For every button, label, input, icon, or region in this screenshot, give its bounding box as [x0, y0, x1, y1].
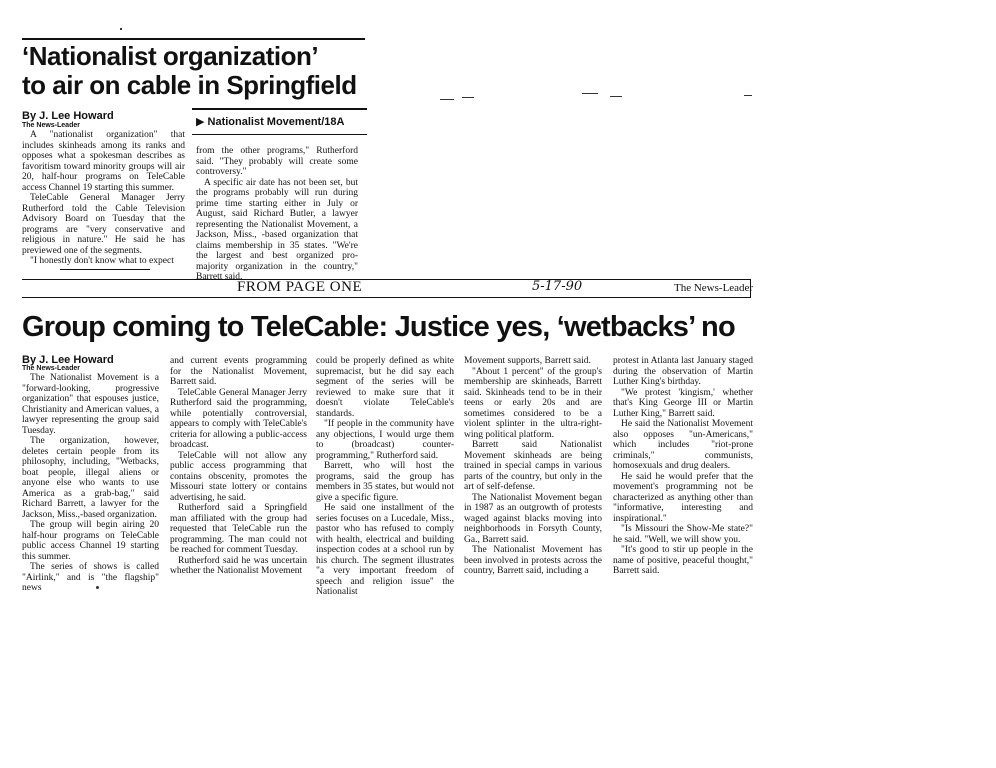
- article2-column-2: [170, 356, 307, 577]
- article2-col2-paragraph: and current events programming for the Nationalist Movement, Barrett said.: [170, 356, 307, 387]
- scan-speck: [582, 93, 598, 94]
- article2-column-1: [22, 373, 159, 594]
- article1-col2-paragraph: A specific air date has not been set, but the programs probably will run during prime time starting either in July or August, said Richard Butler, a lawyer representing the Nationalist Movement, a Jackson, Miss., -based organization that claims membership in 35 states. "We're the largest and best organized pro-majority organization in the country," Barrett said.: [196, 177, 358, 282]
- jump-box-bottom-rule: [192, 134, 367, 135]
- article2-col2-paragraph: TeleCable will not allow any public access programming that contains obscenity, promotes the Missouri state lottery or contains advertising, he said.: [170, 450, 307, 503]
- article1-col1-paragraph: A "nationalist organization" that includes skinheads among its ranks and opposes what a spokesman describes as favoritism toward minority groups will air 20, half-hour programs on TeleCable access Channel 19 starting this summer.: [22, 130, 185, 193]
- article2-col5-paragraph: He said he would prefer that the movement's programming not be characterized as anything other than "informative, interesting and inspirational.": [613, 471, 753, 524]
- article2-col4-paragraph: Barrett said Nationalist Movement skinheads are being trained in special camps in various parts of the country, but only in the art of self-defense.: [464, 440, 602, 492]
- article2-col1-paragraph: The organization, however, deletes certain people from its philosophy, including, "Wetbacks, boat people, illegal aliens or anyone else who wants to use America as a grab-bag," said Richard Barrett, a lawyer for the Jackson, Miss.,-based organization.: [22, 436, 159, 520]
- article1-column-2: [196, 146, 358, 283]
- article2-col1-paragraph: The series of shows is called "Airlink," and is "the flagship" news: [22, 562, 159, 593]
- article1-col1-paragraph: TeleCable General Manager Jerry Rutherford told the Cable Television Advisory Board on Tuesday that the programs are "very conservative and religious in nature." He said he has previewed one of the segments.: [22, 193, 185, 256]
- article2-col3-paragraph: He said one installment of the series focuses on a Lucedale, Miss., pastor who has refused to comply with health, electrical and building inspection codes at a school run by his church. The segment illustrates "a very important freedom of speech and religion issue" the Nationalist: [316, 503, 454, 597]
- scan-speck: [120, 28, 122, 30]
- scan-speck: [610, 96, 622, 97]
- article2-column-5: [613, 356, 753, 577]
- article1-col2-paragraph: from the other programs," Rutherford said. "They probably will create some controversy.": [196, 146, 358, 177]
- article2-col4-paragraph: The Nationalist Movement has been involved in protests across the country, Barrett said, including a: [464, 545, 602, 576]
- article1-byline: By J. Lee Howard: [22, 110, 114, 122]
- article2-byline: By J. Lee Howard: [22, 354, 114, 366]
- article2-column-3: [316, 356, 454, 598]
- scan-speck: [96, 586, 99, 589]
- article1-end-rule: [60, 269, 150, 270]
- article2-col3-paragraph: could be properly defined as white supremacist, but he did say each segment of the series will be reviewed to make sure that it doesn't violate TeleCable's standards.: [316, 356, 454, 419]
- article2-col5-paragraph: He said the Nationalist Movement also opposes "un-Americans," which includes "riot-prone criminals," communists, homosexuals and drug dealers.: [613, 419, 753, 471]
- article2-col4-paragraph: Movement supports, Barrett said.: [464, 356, 591, 366]
- article1-credit: The News-Leader: [22, 122, 80, 129]
- article2-credit: The News-Leader: [22, 365, 80, 372]
- article2-col1-paragraph: The Nationalist Movement is a "forward-looking, progressive organization" that espouses justice, Christianity and American values, a lawyer representing the group said Tuesday.: [22, 373, 159, 436]
- jump-box-top-rule: [192, 108, 367, 110]
- article2-col5-paragraph: protest in Atlanta last January staged during the observation of Martin Luther King's birthday.: [613, 356, 753, 387]
- scan-speck: [462, 97, 474, 98]
- article2-col2-paragraph: TeleCable General Manager Jerry Rutherford said the programming, while potentially controversial, appears to comply with TeleCable's criteria for allowing a public-access broadcast.: [170, 387, 307, 450]
- scan-speck: [440, 99, 454, 100]
- article2-col2-paragraph: Rutherford said he was uncertain whether the Nationalist Movement: [170, 555, 307, 576]
- top-rule: [22, 38, 365, 40]
- article1-headline-line2: to air on cable in Springfield: [22, 70, 357, 100]
- article2-col5-paragraph: "Is Missouri the Show-Me state?" he said. "Well, we will show you.: [613, 524, 753, 545]
- article1-column-1: [22, 130, 185, 267]
- article1-jump-box: [192, 108, 367, 136]
- section-banner: [22, 279, 754, 298]
- article1-col1-paragraph: "I honestly don't know what to expect: [30, 256, 174, 266]
- article1-headline-line1: ‘Nationalist organization’: [22, 41, 319, 71]
- article2-col5-paragraph: "It's good to stir up people in the name of positive, peaceful thought," Barrett said.: [613, 545, 753, 576]
- jump-reference-link[interactable]: ▶ Nationalist Movement/18A: [196, 116, 345, 128]
- article2-col3-paragraph: "If people in the community have any objections, I would urge them to (broadcast) counter-programming," Rutherford said.: [316, 419, 454, 461]
- article2-col4-paragraph: "About 1 percent" of the group's membership are skinheads, Barrett said. Skinheads tend to be in their teens or early 20s and are sometimes considered to be a violent splinter in the ultra-right-wing political platform.: [464, 366, 602, 440]
- handwritten-date: 5-17-90: [532, 279, 583, 294]
- article2-col2-paragraph: Rutherford said a Springfield man affiliated with the group had requested that TeleCable run the programming. The man could not be reached for comment Tuesday.: [170, 503, 307, 555]
- article2-col1-paragraph: The group will begin airing 20 half-hour programs on TeleCable public access Channel 19 starting this summer.: [22, 520, 159, 562]
- article2-col4-paragraph: The Nationalist Movement began in 1987 as an outgrowth of protests waged against blacks moving into neighborhoods in Forsyth County, Ga., Barrett said.: [464, 492, 602, 545]
- article2-headline: Group coming to TeleCable: Justice yes, ‘wetbacks’ no: [22, 311, 735, 343]
- article2-col3-paragraph: Barrett, who will host the programs, said the group has members in 35 states, but would not give a specific figure.: [316, 461, 454, 503]
- section-banner-title: FROM PAGE ONE: [237, 279, 363, 295]
- article2-col5-paragraph: "We protest 'kingism,' whether that's King George III or Martin Luther King," Barrett said.: [613, 387, 753, 419]
- scan-speck: [744, 95, 752, 96]
- newspaper-name: The News-Leader: [674, 282, 754, 294]
- article2-column-4: [464, 356, 602, 577]
